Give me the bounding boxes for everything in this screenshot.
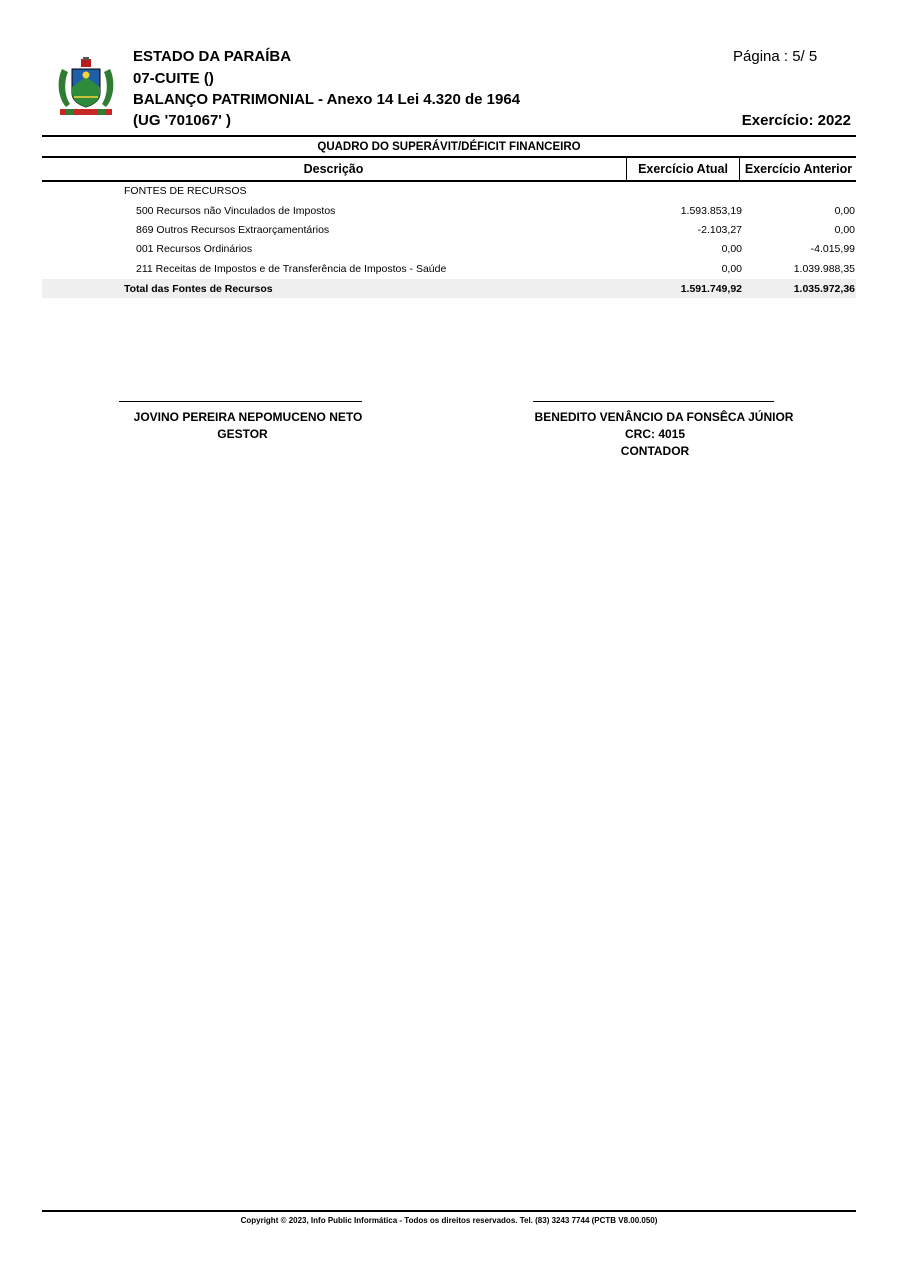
row-current-value: 0,00 <box>721 263 742 275</box>
signature-line-right <box>533 401 774 402</box>
total-label: Total das Fontes de Recursos <box>124 283 273 295</box>
row-description: 211 Receitas de Impostos e de Transferência de Impostos - Saúde <box>136 263 447 275</box>
signatory-name-right: BENEDITO VENÂNCIO DA FONSÊCA JÚNIOR <box>534 410 794 424</box>
table-row <box>42 201 856 220</box>
row-previous-value: -4.015,99 <box>810 243 855 255</box>
header-divider <box>42 135 856 137</box>
signatory-role-left: GESTOR <box>217 427 268 441</box>
signatory-name-left: JOVINO PEREIRA NEPOMUCENO NETO <box>133 410 363 424</box>
ug-code: (UG '701067' ) <box>133 112 232 129</box>
table-header-divider <box>42 180 856 182</box>
column-header-current: Exercício Atual <box>638 162 728 176</box>
row-previous-value: 0,00 <box>834 224 855 236</box>
row-current-value: -2.103,27 <box>697 224 742 236</box>
table-row <box>42 239 856 258</box>
report-title: BALANÇO PATRIMONIAL - Anexo 14 Lei 4.320 de 1964 <box>133 91 521 108</box>
page-indicator: Página : 5/ 5 <box>733 48 818 65</box>
table-top-divider <box>42 156 856 158</box>
table-title: QUADRO DO SUPERÁVIT/DÉFICIT FINANCEIRO <box>317 141 581 153</box>
footer-divider <box>42 1210 856 1212</box>
footer-copyright: Copyright © 2023, Info Public Informática - Todos os direitos reservados. Tel. (83) 3243 7744 (PCTB V8.00.050) <box>240 1216 658 1225</box>
row-previous-value: 0,00 <box>834 205 855 217</box>
exercise-year: Exercício: 2022 <box>741 112 851 129</box>
column-separator <box>739 158 740 181</box>
row-current-value: 1.593.853,19 <box>680 205 742 217</box>
signatory-crc-right: CRC: 4015 <box>624 427 686 441</box>
total-previous-value: 1.035.972,36 <box>793 283 855 295</box>
row-current-value: 0,00 <box>721 243 742 255</box>
row-previous-value: 1.039.988,35 <box>793 263 855 275</box>
total-current-value: 1.591.749,92 <box>680 283 742 295</box>
row-description: 001 Recursos Ordinários <box>136 243 253 255</box>
state-name: ESTADO DA PARAÍBA <box>133 48 292 65</box>
column-header-description: Descrição <box>303 162 364 176</box>
table-row <box>42 259 856 278</box>
column-header-previous: Exercício Anterior <box>744 162 853 176</box>
row-description: 500 Recursos não Vinculados de Impostos <box>136 205 336 217</box>
signature-line-left <box>119 401 362 402</box>
group-label: FONTES DE RECURSOS <box>124 185 247 197</box>
signatory-role-right: CONTADOR <box>620 444 690 458</box>
coat-of-arms-paraiba-icon <box>56 57 116 119</box>
unit-name: 07-CUITE () <box>133 70 214 87</box>
table-row <box>42 220 856 239</box>
total-row <box>42 279 856 298</box>
row-description: 869 Outros Recursos Extraorçamentários <box>136 224 330 236</box>
